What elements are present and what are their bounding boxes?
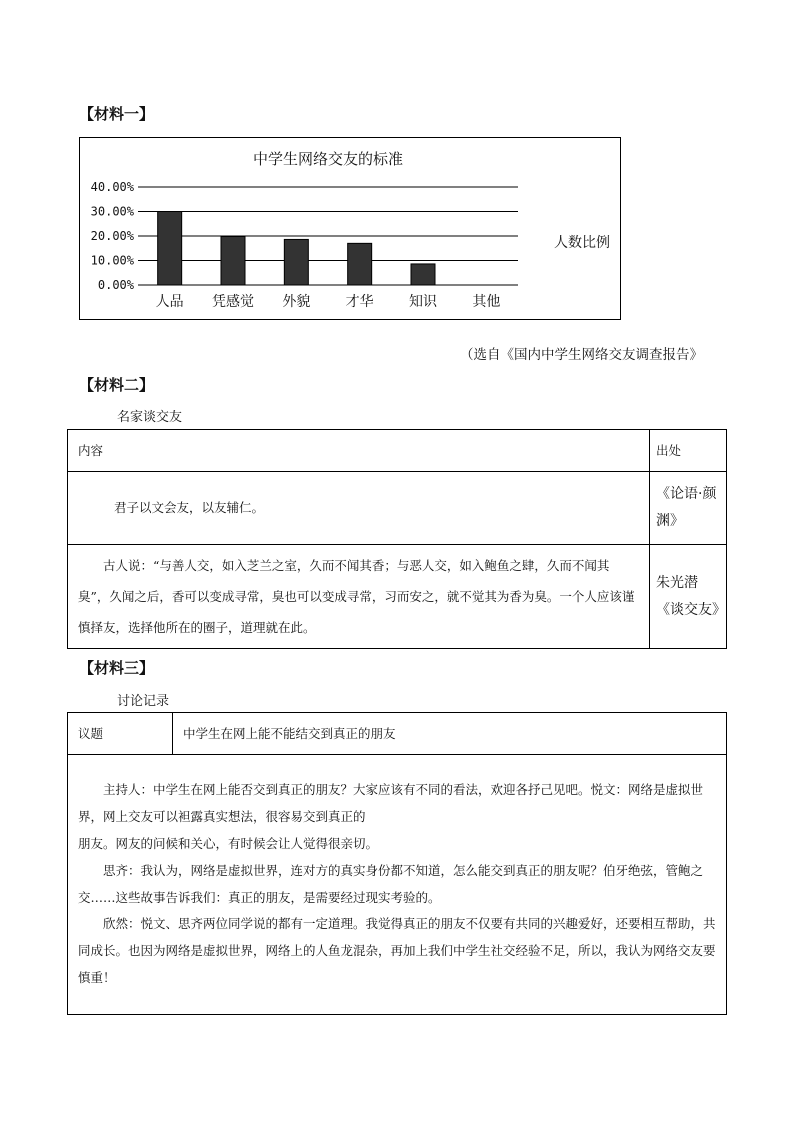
y-tick-label: 20.00% [90, 229, 134, 243]
discussion-row [68, 755, 727, 1015]
bar-chart [79, 137, 621, 320]
table-row [68, 545, 727, 649]
bar [221, 236, 245, 285]
bar [348, 243, 372, 285]
y-tick-label: 40.00% [90, 180, 134, 194]
discussion-cell [68, 755, 727, 1015]
quote-source: 朱光潜《谈交友》 [650, 545, 727, 649]
topic-row [68, 713, 727, 755]
y-tick-label: 0.00% [97, 278, 134, 292]
bar [411, 264, 435, 285]
discussion-paragraph: 主持人：中学生在网上能否交到真正的朋友？大家应该有不同的看法，欢迎各抒己见吧。悦文：网络是虚拟世界，网上交友可以袒露真实想法，很容易交到真正的 [78, 782, 704, 824]
header-content: 内容 [68, 430, 650, 472]
chart-legend-label: 人数比例 [554, 235, 610, 251]
y-tick-label: 30.00% [90, 204, 134, 219]
x-tick-label: 知识 [409, 294, 437, 310]
x-tick-label: 人品 [155, 294, 184, 310]
discussion-paragraph: 欣然：悦文、思齐两位同学说的都有一定道理。我觉得真正的朋友不仅要有共同的兴趣爱好，还要相互帮助，共同成长。也因为网络是虚拟世界，网络上的人鱼龙混杂，再加上我们中学生社交经验不足，所以，我认为网络交友要慎重！ [78, 916, 716, 986]
discussion-paragraph: 思齐：我认为，网络是虚拟世界，连对方的真实身份都不知道，怎么能交到真正的朋友呢？伯牙绝弦，管鲍之交……这些故事告诉我们：真正的朋友，是需要经过现实考验的。 [78, 862, 704, 905]
x-tick-label: 凭感觉 [212, 294, 254, 310]
table-row [68, 472, 727, 545]
x-tick-label: 外貌 [282, 294, 311, 310]
material3-subtitle: 讨论记录 [117, 694, 170, 709]
table-header-row [68, 430, 727, 472]
quote-content: 古人说：“与善人交，如入芝兰之室，久而不闻其香；与恶人交，如入鲍鱼之肆，久而不闻其臭”，久闻之后，香可以变成寻常，臭也可以变成寻常，习而安之，就不觉其为香为臭。一个人应该谨慎择友，选择他所在的圈子，道理就在此。 [68, 545, 650, 649]
quote-content: 君子以文会友，以友辅仁。 [68, 472, 650, 545]
chart-source: （选自《国内中学生网络交友调查报告》 [460, 347, 703, 363]
y-tick-label: 10.00% [90, 253, 134, 268]
material2-heading: 【材料二】 [79, 376, 155, 394]
material3-heading: 【材料三】 [79, 659, 155, 677]
x-tick-label: 其他 [472, 294, 501, 310]
quotes-table [67, 429, 727, 649]
chart-title: 中学生网络交友的标准 [252, 150, 404, 168]
quote-source: 《论语·颜渊》 [650, 472, 727, 545]
bar [158, 212, 182, 286]
header-source: 出处 [650, 430, 727, 472]
bar [284, 239, 308, 285]
x-tick-label: 才华 [345, 294, 374, 310]
bar-chart-svg [80, 138, 622, 321]
topic-label: 议题 [68, 713, 173, 755]
material2-subtitle: 名家谈交友 [117, 410, 183, 425]
discussion-paragraph: 朋友。网友的问候和关心，有时候会让人觉得很亲切。 [78, 835, 379, 851]
topic-text: 中学生在网上能不能结交到真正的朋友 [173, 713, 727, 755]
material1-heading: 【材料一】 [79, 105, 155, 123]
discussion-table [67, 712, 727, 1015]
